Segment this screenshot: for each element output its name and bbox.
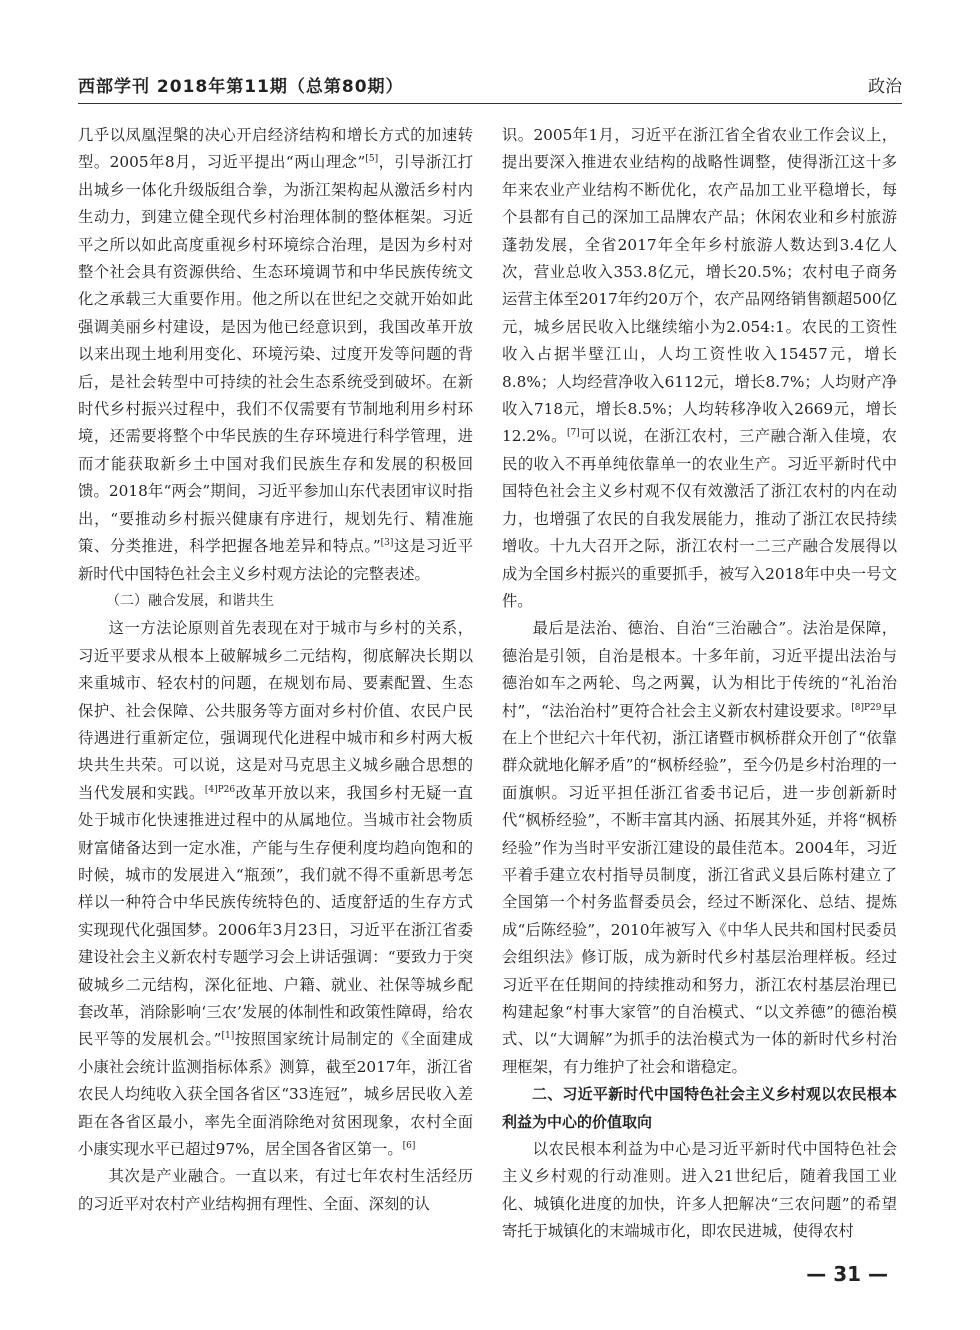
page-number: — 31 — [806, 1262, 888, 1286]
text: 识。2005年1月，习近平在浙江省全省农业工作会议上，提出要深入推进农业结构的战略性调整，使得浙江这十多年来农业产业结构不断优化，农产品加工业平稳增长，每个县都有自己的深加工品牌农产品；休闲农业和乡村旅游蓬勃发展，全省2017年全年乡村旅游人数达到3.4亿人次，营业总收入353.8亿元，增长20.5%；农村电子商务运营主体至2017年约20万个，农产品网络销售额超500亿元，城乡居民收入比继续缩小为2.054:1。农民的工资性收入占据半壁江山，人均工资性收入15457元，增长8.8%；人均经营净收入6112元，增长8.7%；人均财产净收入718元，增长8.5%；人均转移净收入2669元，增长12.2%。 [502, 126, 897, 446]
paragraph [78, 615, 473, 1163]
text: 这是习近平新时代中国特色社会主义乡村观方法论的完整表述。 [78, 537, 473, 583]
text: 可以说，在浙江农村，三产融合渐入佳境，农民的收入不再单纯依靠单一的农业生产。习近平新时代中国特色社会主义乡村观不仅有效激活了浙江农村的内在动力，也增强了农民的自我发展能力，推动了浙江农民持续增收。十九大召开之际，浙江农村一二三产融合发展得以成为全国乡村振兴的重要抓手，被写入2018年中央一号文件。 [502, 427, 897, 610]
text: ，引导浙江打出城乡一体化升级版组合拳，为浙江架构起从激活乡村内生动力，到建立健全现代乡村治理体制的整体框架。习近平之所以如此高度重视乡村环境综合治理，是因为乡村对整个社会具有资源供给、生态环境调节和中华民族传统文化之承载三大重要作用。他之所以在世纪之交就开始如此强调美丽乡村建设，是因为他已经意识到，我国改革开放以来出现土地利用变化、环境污染、过度开发等问题的背后，是社会转型中可持续的社会生态系统受到破坏。在新时代乡村振兴过程中，我们不仅需要有节制地利用乡村环境，还需要将整个中华民族的生存环境进行科学管理，进而才能获取新乡土中国对我们民族生存和发展的积极回馈。2018年“两会”期间，习近平参加山东代表团审议时指出，“要推动乡村振兴健康有序进行，规划先行、精准施策、分类推进，科学把握各地差异和特点。” [78, 153, 473, 556]
paragraph [78, 122, 473, 588]
text: 最后是法治、德治、自治“三治融合”。法治是保障，德治是引领，自治是根本。十多年前，习近平提出法治与德治如车之两轮、鸟之两翼，认为相比于传统的“礼治治村”，“法治治村”更符合社会主义新农村建设要求。 [502, 619, 897, 720]
text: 改革开放以来，我国乡村无疑一直处于城市化快速推进过程中的从属地位。当城市社会物质财富储备达到一定水准，产能与生存便利度均趋向饱和的时候，城市的发展进入“瓶颈”，我们就不得不重新思考怎样以一种符合中华民族传统特色的、适度舒适的生存方式实现现代化强国梦。2006年3月23日，习近平在浙江省委建设社会主义新农村专题学习会上讲话强调：“要致力于突破城乡二元结构，深化征地、户籍、就业、社保等城乡配套改革，消除影响‘三农’发展的体制性和政策性障碍，给农民平等的发展机会。” [78, 783, 473, 1049]
text: 早在上个世纪六十年代初，浙江诸暨市枫桥群众开创了“依靠群众就地化解矛盾”的“枫桥经验”，至今仍是乡村治理的一面旗帜。习近平担任浙江省委书记后，进一步创新新时代“枫桥经验”，不断丰富其内涵、拓展其外延，并将“枫桥经验”作为当时平安浙江建设的最佳范本。2004年，习近平着手建立农村指导员制度，浙江省武义县后陈村建立了全国第一个村务监督委员会，经过不断深化、总结、提炼成“后陈经验”，2010年被写入《中华人民共和国村民委员会组织法》修订版，成为新时代乡村基层治理样板。经过习近平在任期间的持续推动和努力，浙江农村基层治理已构建起象“村事大家管”的自治模式、“以文养德”的德治模式、以“大调解”为抓手的法治模式为一体的新时代乡村治理框架，有力维护了社会和谐稳定。 [502, 701, 897, 1076]
section-heading: 二、习近平新时代中国特色社会主义乡村观以农民根本利益为中心的价值取向 [502, 1085, 897, 1131]
paragraph [502, 615, 897, 1081]
header-rule [78, 103, 902, 104]
right-column [502, 122, 897, 1246]
citation: [7] [567, 428, 580, 439]
citation: [6] [402, 1140, 416, 1151]
journal-title: 西部学刊 2018年第11期（总第80期） [78, 77, 404, 97]
paragraph: 其次是产业融合。一直以来，有过七年农村生活经历的习近平对农村产业结构拥有理性、全面、深刻的认 [78, 1167, 473, 1213]
citation: [1] [221, 1031, 235, 1042]
text: 几乎以凤凰涅槃的决心开启经济结构和增长方式的加速转型。2005年8月，习近平提出“两山理念” [78, 126, 473, 172]
citation: [8]P29 [851, 702, 882, 713]
text: 这一方法论原则首先表现在对于城市与乡村的关系，习近平要求从根本上破解城乡二元结构，彻底解决长期以来重城市、轻农村的问题，在规划布局、要素配置、生态保护、社会保障、公共服务等方面对乡村价值、农民户民待遇进行重新定位，强调现代化进程中城市和乡村两大板块共生共荣。可以说，这是对马克思主义城乡融合思想的当代发展和实践。 [78, 619, 473, 802]
left-column [78, 122, 473, 1218]
citation: [5] [365, 154, 379, 165]
text: 按照国家统计局制定的《全面建成小康社会统计监测指标体系》测算，截至2017年，浙江省农民人均纯收入获全国各省区“33连冠”，城乡居民收入差距在各省区最小，率先全面消除绝对贫困现象，农村全面小康实现水平已超过97%，居全国各省区第一。 [78, 1030, 473, 1159]
running-header [78, 72, 902, 98]
section-label: 政治 [868, 77, 902, 97]
citation: [4]P26 [204, 784, 236, 795]
sub-heading: （二）融合发展，和谐共生 [106, 592, 274, 609]
paragraph: 以农民根本利益为中心是习近平新时代中国特色社会主义乡村观的行动准则。进入21世纪后，随着我国工业化、城镇化进度的加快，许多人把解决“三农问题”的希望寄托于城镇化的末端城市化，即农民进城，使得农村 [502, 1140, 897, 1241]
paragraph [502, 122, 897, 615]
citation: [3] [380, 538, 394, 548]
